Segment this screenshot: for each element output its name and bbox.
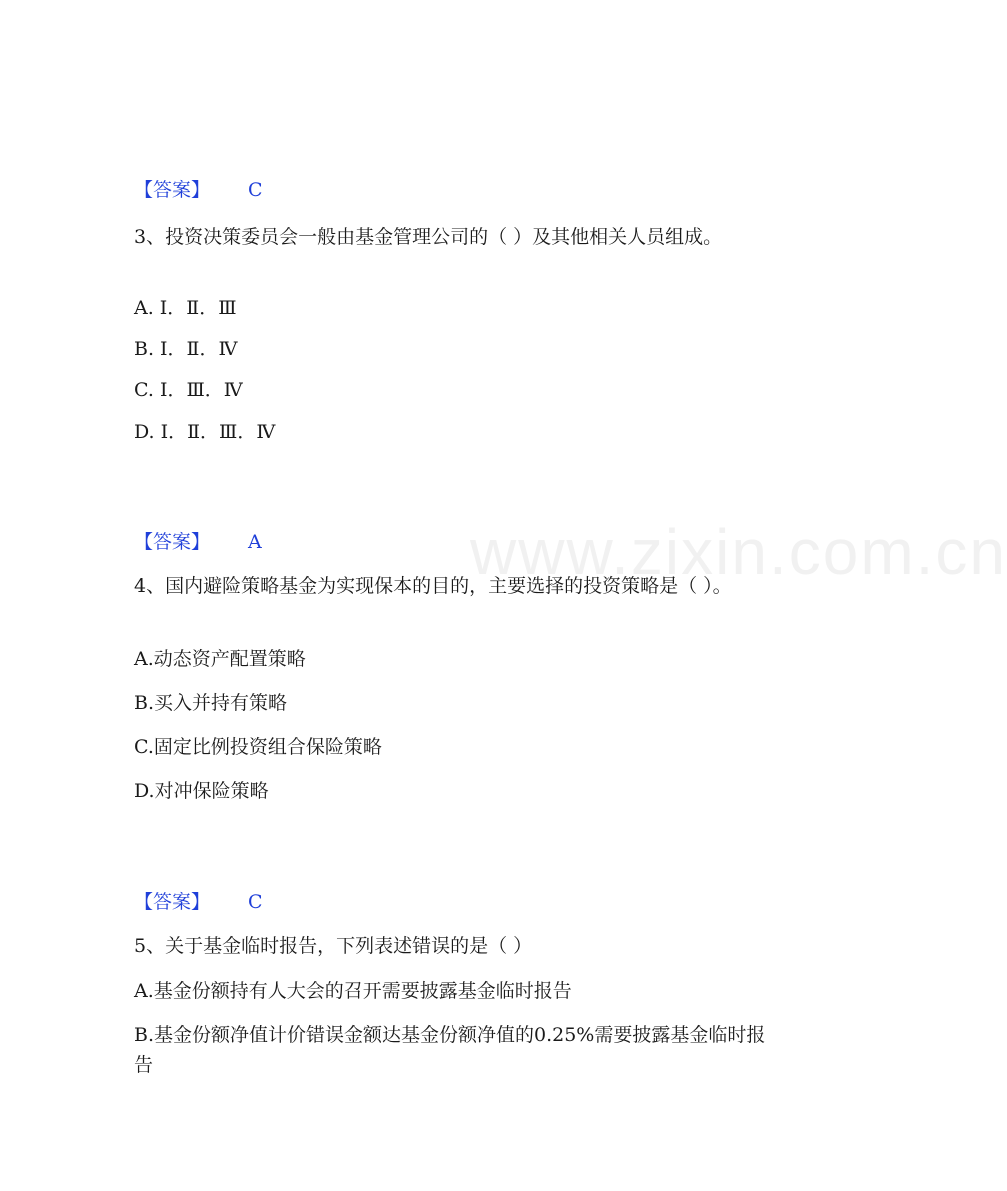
option-b: B.买入并持有策略 [134,692,288,714]
answer-label: 【答案】 [134,531,211,553]
option-b: B.基金份额净值计价错误金额达基金份额净值的0.25%需要披露基金临时报告 [134,1024,766,1076]
watermark: www.zixin.com.cn [470,516,1007,588]
answer-value: A [248,531,262,553]
option-d: D. Ⅰ．Ⅱ．Ⅲ．Ⅳ [134,421,276,443]
answer-line [134,529,262,555]
answer-line [134,889,263,915]
option-a: A.基金份额持有人大会的召开需要披露基金临时报告 [134,980,572,1002]
answer-label: 【答案】 [134,891,211,913]
option-b: B. Ⅰ．Ⅱ．Ⅳ [134,338,238,360]
question-text: 5、关于基金临时报告，下列表述错误的是（ ） [134,935,533,957]
option-c: C.固定比例投资组合保险策略 [134,736,382,758]
answer-value: C [248,179,263,201]
question-text: 4、国内避险策略基金为实现保本的目的，主要选择的投资策略是（ ）。 [134,575,732,597]
answer-label: 【答案】 [134,179,211,201]
option-d: D.对冲保险策略 [134,780,269,802]
answer-line [134,177,263,203]
answer-value: C [248,891,263,913]
option-c: C. Ⅰ．Ⅲ．Ⅳ [134,379,243,401]
option-a: A. Ⅰ．Ⅱ．Ⅲ [134,297,237,319]
option-a: A.动态资产配置策略 [134,648,306,670]
question-text: 3、投资决策委员会一般由基金管理公司的（ ）及其他相关人员组成。 [134,226,723,248]
